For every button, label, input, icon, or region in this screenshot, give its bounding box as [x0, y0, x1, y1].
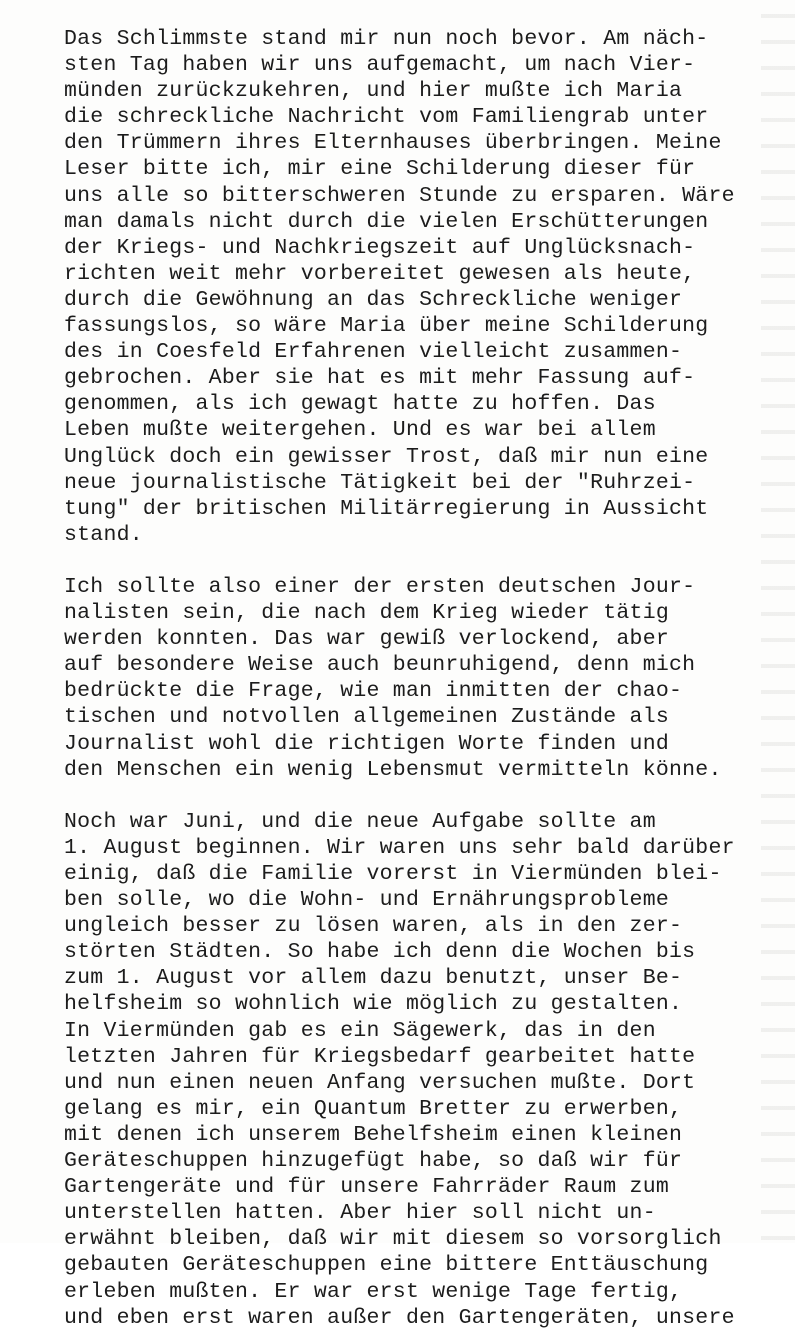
text-line: gebrochen. Aber sie hat es mit mehr Fassung auf-: [64, 366, 696, 391]
text-line: bedrückte die Frage, wie man inmitten der chao-: [64, 679, 683, 704]
text-line: Journalist wohl die richtigen Worte finden und: [64, 731, 669, 756]
text-line: Unglück doch ein gewisser Trost, daß mir nun eine: [64, 444, 709, 469]
text-line: Das Schlimmste stand mir nun noch bevor. Am näch-: [64, 27, 709, 51]
paragraph-3: [64, 809, 776, 1331]
text-line: Leben mußte weitergehen. Und es war bei allem: [64, 418, 656, 443]
text-line: unterstellen hatten. Aber hier soll nicht un-: [64, 1201, 656, 1226]
text-line: und eben erst waren außer den Gartengeräten, unsere: [64, 1305, 735, 1330]
paragraph-1: [64, 26, 776, 548]
text-line: des in Coesfeld Erfahrenen vielleicht zusammen-: [64, 340, 683, 365]
text-line: helfsheim so wohnlich wie möglich zu gestalten.: [64, 992, 683, 1017]
text-line: einig, daß die Familie vorerst in Viermünden blei-: [64, 862, 722, 886]
paragraph-gap: [64, 783, 776, 809]
text-line: auf besondere Weise auch beunruhigend, denn mich: [64, 653, 696, 678]
text-line: stand.: [64, 522, 143, 547]
text-line: ben solle, wo die Wohn- und Ernährungsprobleme: [64, 888, 669, 913]
text-line: Leser bitte ich, mir eine Schilderung dieser für: [64, 157, 696, 182]
text-line: ungleich besser zu lösen waren, als in den zer-: [64, 914, 683, 939]
text-line: letzten Jahren für Kriegsbedarf gearbeitet hatte: [64, 1044, 696, 1069]
text-line: den Menschen ein wenig Lebensmut vermitteln könne.: [64, 757, 722, 782]
text-line: mit denen ich unserem Behelfsheim einen kleinen: [64, 1122, 683, 1147]
text-line: genommen, als ich gewagt hatte zu hoffen. Das: [64, 392, 656, 417]
text-line: tung" der britischen Militärregierung in Aussicht: [64, 496, 709, 521]
text-line: Noch war Juni, und die neue Aufgabe sollte am: [64, 809, 656, 834]
text-line: uns alle so bitterschweren Stunde zu ersparen. Wäre: [64, 183, 735, 208]
typewritten-text: [64, 26, 776, 1331]
text-line: störten Städten. So habe ich denn die Wochen bis: [64, 940, 696, 965]
text-line: Ich sollte also einer der ersten deutschen Jour-: [64, 574, 696, 599]
text-line: In Viermünden gab es ein Sägewerk, das in den: [64, 1018, 656, 1043]
text-line: werden konnten. Das war gewiß verlockend, aber: [64, 627, 669, 652]
text-line: münden zurückzukehren, und hier mußte ich Maria: [64, 79, 683, 104]
text-line: Geräteschuppen hinzugefügt habe, so daß wir für: [64, 1149, 683, 1174]
paragraph-gap: [64, 548, 776, 574]
text-line: erleben mußten. Er war erst wenige Tage fertig,: [64, 1279, 683, 1304]
text-line: und nun einen neuen Anfang versuchen mußte. Dort: [64, 1070, 696, 1095]
text-line: gebauten Geräteschuppen eine bittere Enttäuschung: [64, 1253, 709, 1278]
text-line: richten weit mehr vorbereitet gewesen als heute,: [64, 261, 696, 286]
text-line: nalisten sein, die nach dem Krieg wieder tätig: [64, 601, 669, 626]
text-line: Gartengeräte und für unsere Fahrräder Raum zum: [64, 1175, 669, 1200]
text-line: neue journalistische Tätigkeit bei der "Ruhrzei-: [64, 470, 696, 495]
text-line: durch die Gewöhnung an das Schreckliche weniger: [64, 287, 683, 312]
text-line: zum 1. August vor allem dazu benutzt, unser Be-: [64, 966, 683, 991]
text-line: tischen und notvollen allgemeinen Zustände als: [64, 705, 669, 730]
text-line: sten Tag haben wir uns aufgemacht, um nach Vier-: [64, 53, 696, 78]
text-line: den Trümmern ihres Elternhauses überbringen. Meine: [64, 131, 722, 156]
text-line: gelang es mir, ein Quantum Bretter zu erwerben,: [64, 1096, 683, 1121]
text-line: die schreckliche Nachricht vom Familiengrab unter: [64, 105, 709, 130]
text-line: erwähnt bleiben, daß wir mit diesem so vorsorglich: [64, 1227, 722, 1252]
paragraph-2: [64, 574, 776, 783]
text-line: 1. August beginnen. Wir waren uns sehr bald darüber: [64, 835, 735, 860]
text-line: der Kriegs- und Nachkriegszeit auf Unglücksnach-: [64, 235, 696, 260]
text-line: man damals nicht durch die vielen Erschütterungen: [64, 209, 709, 234]
text-line: fassungslos, so wäre Maria über meine Schilderung: [64, 314, 709, 339]
